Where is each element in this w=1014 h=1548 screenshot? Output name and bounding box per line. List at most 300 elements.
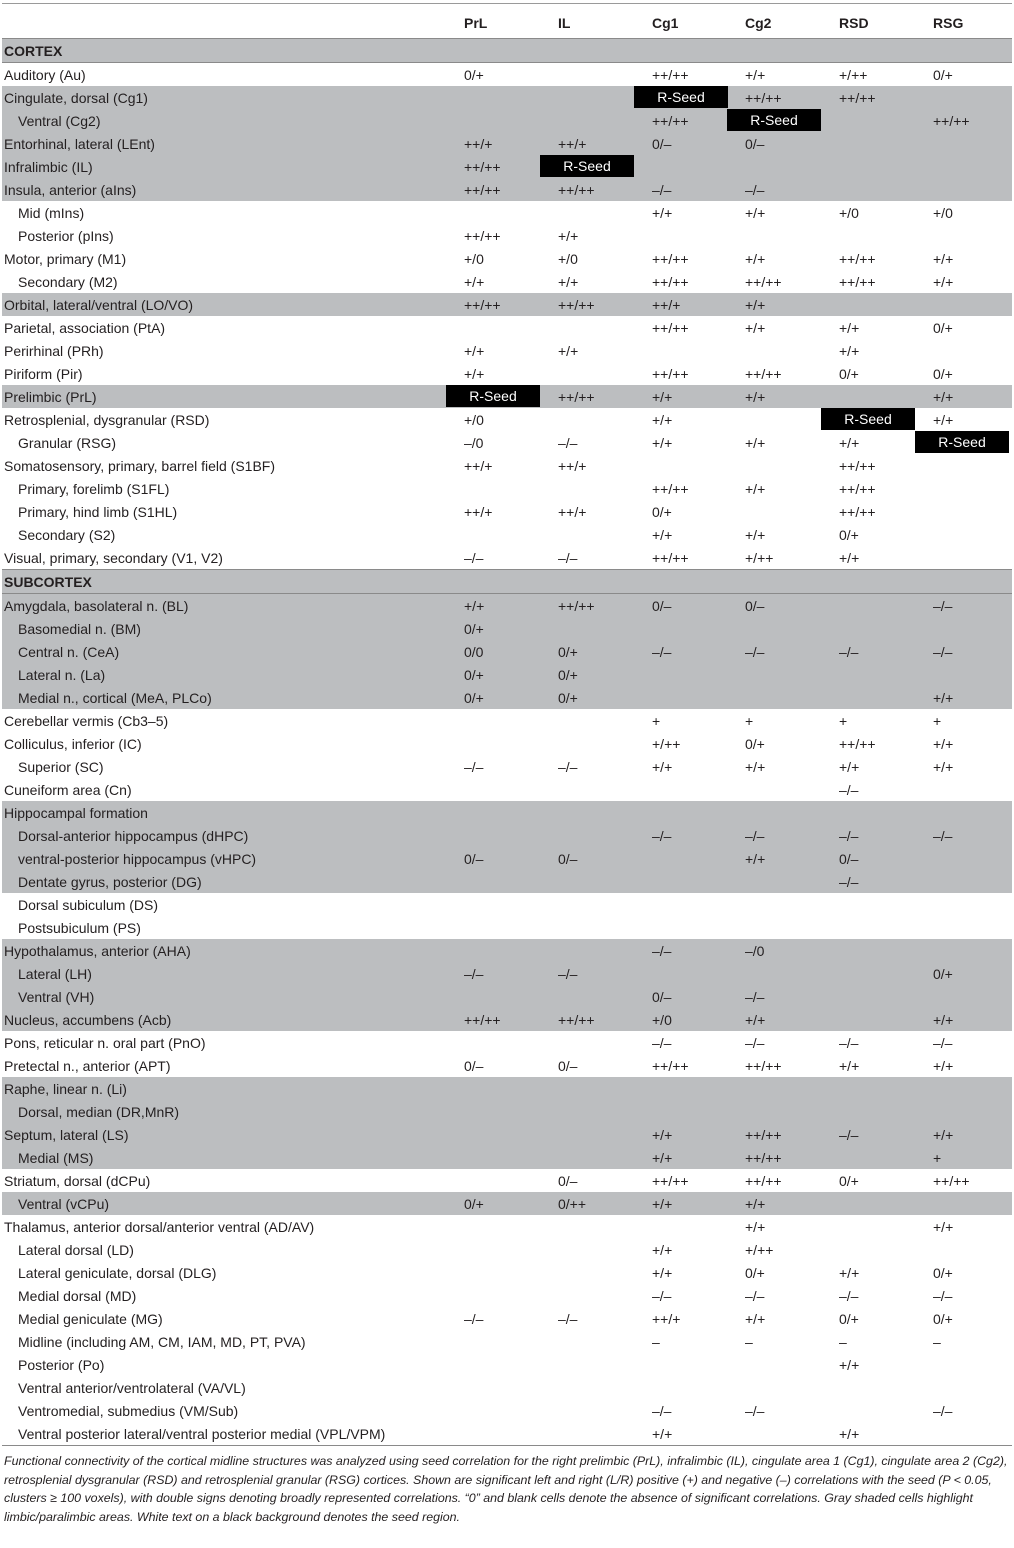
header-rsg: RSG [933,15,964,31]
correlation-cell: +/+ [839,1058,860,1074]
region-label: Ventral (vCPu) [18,1196,110,1212]
correlation-cell: +/+ [652,1150,673,1166]
correlation-cell: –/– [464,1311,484,1327]
table-row [2,477,1012,500]
region-label: Visual, primary, secondary (V1, V2) [4,550,223,566]
correlation-cell: +/0 [839,205,859,221]
region-label: Ventral (Cg2) [18,113,101,129]
table-row [2,201,1012,224]
correlation-table [2,0,1012,1526]
correlation-cell: +/+ [933,274,954,290]
table-row [2,408,1012,431]
table-row [2,178,1012,201]
correlation-cell: 0/– [652,598,672,614]
correlation-cell: ++/++ [839,736,876,752]
region-label: Colliculus, inferior (IC) [4,736,142,752]
table-row [2,1261,1012,1284]
table-row [2,617,1012,640]
correlation-cell: +/0 [464,412,484,428]
correlation-cell: ++/++ [652,481,689,497]
correlation-cell: ++/+ [652,297,681,313]
correlation-cell: –/– [652,182,672,198]
correlation-cell: 0/– [558,1173,578,1189]
table-row [2,732,1012,755]
table-row [2,1100,1012,1123]
region-label: Secondary (M2) [18,274,118,290]
correlation-cell: +/+ [745,389,766,405]
table-row [2,1031,1012,1054]
table-row [2,1215,1012,1238]
correlation-cell: ++/++ [933,1173,970,1189]
correlation-cell: –/– [652,1288,672,1304]
correlation-cell: –/– [933,1035,953,1051]
correlation-cell: 0/+ [933,1265,953,1281]
table-row [2,1077,1012,1100]
table-row [2,1123,1012,1146]
correlation-cell: +/+ [745,759,766,775]
region-label: Septum, lateral (LS) [4,1127,129,1143]
correlation-cell: 0/+ [464,690,484,706]
correlation-cell: +/+ [745,481,766,497]
region-label: ventral-posterior hippocampus (vHPC) [18,851,257,867]
correlation-cell: ++/++ [839,504,876,520]
header-rsd: RSD [839,15,869,31]
correlation-cell: +/+ [652,205,673,221]
table-row [2,500,1012,523]
correlation-cell: ++/++ [745,1173,782,1189]
region-label: Medial dorsal (MD) [18,1288,137,1304]
correlation-cell: 0/– [558,851,578,867]
region-label: Medial n., cortical (MeA, PLCo) [18,690,212,706]
seed-cell: R-Seed [540,155,634,177]
table-row [2,663,1012,686]
correlation-cell: –/– [558,966,578,982]
correlation-cell: ++/++ [558,297,595,313]
correlation-cell: ++/++ [652,366,689,382]
region-label: Lateral (LH) [18,966,92,982]
table-row [2,316,1012,339]
correlation-cell: ++/++ [464,1012,501,1028]
correlation-cell: 0/+ [839,366,859,382]
correlation-cell: –/– [652,1403,672,1419]
section-heading [2,39,1012,63]
correlation-cell: ++/++ [652,550,689,566]
correlation-cell: +/++ [652,736,681,752]
correlation-cell: –/– [745,182,765,198]
region-label: Ventromedial, submedius (VM/Sub) [18,1403,239,1419]
correlation-cell: +/+ [745,435,766,451]
correlation-cell: +/++ [745,1242,774,1258]
correlation-cell: +/+ [745,297,766,313]
correlation-cell: +/+ [745,67,766,83]
correlation-cell: –/– [558,550,578,566]
region-label: Posterior (Po) [18,1357,105,1373]
table-row [2,824,1012,847]
correlation-cell: 0/+ [933,1311,953,1327]
correlation-cell: ++/+ [464,136,493,152]
correlation-cell: ++/++ [839,458,876,474]
table-row [2,893,1012,916]
correlation-cell: +/+ [839,759,860,775]
region-label: Postsubiculum (PS) [18,920,141,936]
correlation-cell: +/+ [745,320,766,336]
region-label: Dorsal, median (DR,MnR) [18,1104,180,1120]
region-label: Pons, reticular n. oral part (PnO) [4,1035,206,1051]
region-label: Dentate gyrus, posterior (DG) [18,874,202,890]
correlation-cell: ++/+ [464,458,493,474]
correlation-cell: +/+ [745,1196,766,1212]
table-row [2,385,1012,408]
correlation-cell: –/– [558,1311,578,1327]
correlation-cell: –/– [839,828,859,844]
correlation-cell: ++/++ [745,90,782,106]
table-row [2,270,1012,293]
correlation-cell: ++/++ [839,90,876,106]
region-label: Piriform (Pir) [4,366,83,382]
correlation-cell: ++/++ [558,182,595,198]
table-row [2,916,1012,939]
correlation-cell: +/+ [652,1127,673,1143]
region-label: Nucleus, accumbens (Acb) [4,1012,172,1028]
table-row [2,1054,1012,1077]
correlation-cell: +/+ [933,736,954,752]
correlation-cell: +/+ [464,366,485,382]
correlation-cell: 0/– [745,598,765,614]
correlation-cell: +/+ [558,228,579,244]
correlation-cell: +/+ [933,759,954,775]
region-label: Ventral posterior lateral/ventral posterior medial (VPL/VPM) [18,1426,386,1442]
correlation-cell: –/– [652,943,672,959]
correlation-cell: +/+ [839,1357,860,1373]
correlation-cell: 0/0 [464,644,484,660]
header-prl: PrL [464,15,488,31]
table-row [2,594,1012,617]
region-label: Lateral geniculate, dorsal (DLG) [18,1265,217,1281]
region-label: Lateral n. (La) [18,667,106,683]
correlation-cell: + [839,713,848,729]
correlation-cell: –/– [839,1035,859,1051]
section-heading [2,569,1012,594]
correlation-cell: 0/+ [933,366,953,382]
correlation-cell: –/0 [745,943,765,959]
correlation-cell: +/+ [933,1058,954,1074]
correlation-cell: +/+ [558,274,579,290]
correlation-cell: 0/+ [933,320,953,336]
correlation-cell: ++/++ [652,67,689,83]
correlation-cell: –/0 [464,435,484,451]
correlation-cell: + [652,713,661,729]
correlation-cell: +/+ [933,1219,954,1235]
table-row [2,86,1012,109]
correlation-cell: +/+ [933,690,954,706]
correlation-cell: ++/++ [558,1012,595,1028]
region-label: Perirhinal (PRh) [4,343,104,359]
correlation-cell: 0/– [745,136,765,152]
table-body [2,39,1012,1445]
correlation-cell: +/0 [464,251,484,267]
region-label: Hypothalamus, anterior (AHA) [4,943,191,959]
correlation-cell: +/0 [652,1012,672,1028]
table-row [2,224,1012,247]
table-row [2,431,1012,454]
correlation-cell: 0/– [652,136,672,152]
correlation-cell: +/++ [839,67,868,83]
region-label: Ventral anterior/ventrolateral (VA/VL) [18,1380,246,1396]
region-label: Central n. (CeA) [18,644,120,660]
correlation-cell: +/+ [933,389,954,405]
correlation-cell: – [839,1334,847,1350]
correlation-cell: –/– [652,828,672,844]
table-row [2,155,1012,178]
correlation-cell: +/+ [933,251,954,267]
region-label: Pretectal n., anterior (APT) [4,1058,171,1074]
correlation-cell: –/– [745,828,765,844]
correlation-cell: – [652,1334,660,1350]
region-label: Posterior (pIns) [18,228,114,244]
header-cg1: Cg1 [652,15,679,31]
table-row [2,1376,1012,1399]
correlation-cell: ++/+ [464,504,493,520]
table-row [2,801,1012,824]
correlation-cell: 0/+ [839,1173,859,1189]
correlation-cell: 0/– [558,1058,578,1074]
table-row [2,1008,1012,1031]
correlation-cell: +/+ [464,274,485,290]
region-label: Hippocampal formation [4,805,148,821]
correlation-cell: ++/++ [745,366,782,382]
correlation-cell: ++/++ [745,1127,782,1143]
region-label: Dorsal-anterior hippocampus (dHPC) [18,828,249,844]
correlation-cell: ++/+ [558,504,587,520]
correlation-cell: –/– [558,759,578,775]
correlation-cell: –/– [839,1288,859,1304]
correlation-cell: ++/++ [464,297,501,313]
seed-cell: R-Seed [727,109,821,131]
correlation-cell: ++/++ [745,1150,782,1166]
correlation-cell: 0/+ [558,667,578,683]
table-row [2,1353,1012,1376]
correlation-cell: –/– [933,1403,953,1419]
correlation-cell: +/+ [839,435,860,451]
correlation-cell: ++/++ [652,251,689,267]
correlation-cell: 0/+ [745,736,765,752]
correlation-cell: –/– [652,644,672,660]
correlation-cell: ++/++ [464,159,501,175]
region-label: Motor, primary (M1) [4,251,127,267]
correlation-cell: +/+ [464,343,485,359]
table-row [2,362,1012,385]
correlation-cell: +/+ [745,1219,766,1235]
seed-cell: R-Seed [634,86,728,108]
correlation-cell: +/+ [652,1242,673,1258]
correlation-cell: +/+ [745,851,766,867]
correlation-cell: +/+ [839,343,860,359]
region-label: Orbital, lateral/ventral (LO/VO) [4,297,194,313]
correlation-cell: 0/+ [745,1265,765,1281]
table-row [2,686,1012,709]
table-row [2,1330,1012,1353]
correlation-cell: + [745,713,754,729]
correlation-cell: ++/++ [839,274,876,290]
region-label: Primary, forelimb (S1FL) [18,481,170,497]
region-label: Lateral dorsal (LD) [18,1242,134,1258]
table-row [2,985,1012,1008]
correlation-cell: 0/– [464,1058,484,1074]
correlation-cell: 0/+ [464,621,484,637]
correlation-cell: ++/++ [839,251,876,267]
correlation-cell: –/– [933,1288,953,1304]
correlation-cell: – [933,1334,941,1350]
correlation-cell: ++/++ [933,113,970,129]
correlation-cell: ++/++ [464,182,501,198]
table-row [2,109,1012,132]
region-label: Insula, anterior (aIns) [4,182,137,198]
table-row [2,962,1012,985]
correlation-cell: +/+ [558,343,579,359]
section-label: SUBCORTEX [4,574,92,590]
correlation-cell: +/+ [745,251,766,267]
correlation-cell: 0/+ [464,67,484,83]
correlation-cell: +/+ [652,435,673,451]
correlation-cell: 0/+ [558,644,578,660]
correlation-cell: +/+ [652,1196,673,1212]
region-label: Infralimbic (IL) [4,159,93,175]
table-row [2,778,1012,801]
region-label: Cerebellar vermis (Cb3–5) [4,713,169,729]
correlation-cell: –/– [839,782,859,798]
correlation-cell: –/– [839,644,859,660]
correlation-cell: +/+ [652,527,673,543]
seed-cell: R-Seed [446,385,540,407]
correlation-cell: +/+ [745,1311,766,1327]
table-row [2,640,1012,663]
correlation-cell: –/– [464,966,484,982]
correlation-cell: +/+ [745,1012,766,1028]
correlation-cell: –/– [745,1035,765,1051]
table-header [2,4,1012,39]
correlation-cell: –/– [839,1127,859,1143]
correlation-cell: –/– [933,828,953,844]
correlation-cell: ++/+ [558,136,587,152]
table-row [2,523,1012,546]
table-row [2,546,1012,569]
table-row [2,755,1012,778]
region-label: Midline (including AM, CM, IAM, MD, PT, PVA) [18,1334,306,1350]
correlation-cell: +/+ [839,1426,860,1442]
region-label: Prelimbic (PrL) [4,389,97,405]
correlation-cell: +/+ [652,412,673,428]
region-label: Thalamus, anterior dorsal/anterior ventral (AD/AV) [4,1219,315,1235]
correlation-cell: – [745,1334,753,1350]
correlation-cell: –/– [933,644,953,660]
region-label: Basomedial n. (BM) [18,621,141,637]
table-row [2,63,1012,86]
correlation-cell: 0/+ [839,1311,859,1327]
correlation-cell: ++/++ [558,598,595,614]
correlation-cell: +/+ [464,598,485,614]
table-row [2,339,1012,362]
table-row [2,247,1012,270]
region-label: Secondary (S2) [18,527,116,543]
region-label: Amygdala, basolateral n. (BL) [4,598,189,614]
region-label: Granular (RSG) [18,435,117,451]
correlation-cell: –/– [464,550,484,566]
region-label: Auditory (Au) [4,67,86,83]
table-row [2,709,1012,732]
correlation-cell: 0/– [464,851,484,867]
table-row [2,1422,1012,1445]
correlation-cell: 0/+ [558,690,578,706]
correlation-cell: +/+ [745,205,766,221]
region-label: Retrosplenial, dysgranular (RSD) [4,412,210,428]
region-label: Somatosensory, primary, barrel field (S1BF) [4,458,276,474]
table-row [2,1169,1012,1192]
correlation-cell: 0/+ [464,1196,484,1212]
correlation-cell: ++/++ [652,1173,689,1189]
region-label: Medial (MS) [18,1150,94,1166]
region-label: Entorhinal, lateral (LEnt) [4,136,155,152]
correlation-cell: 0/+ [839,527,859,543]
correlation-cell: 0/– [652,989,672,1005]
table-footnote: Functional connectivity of the cortical midline structures was analyzed using seed correlation for the right prelimbic (PrL), infralimbic (IL), cingulate area 1 (Cg1), cingulate area 2 (Cg2), retrosplenial dysgranular (RSD) and retrosplenial granular (RSG) cortices. Shown are significant left and right (L/R) positive (+) and negative (–) correlations with the seed (P < 0.05, clusters ≥ 100 voxels), with double signs denoting broadly represented correlations. “0” and blank cells denote the absence of significant correlations. Gray shaded cells highlight limbic/paralimbic areas. White text on a black background denotes the seed region. [4,1454,1008,1524]
correlation-cell: ++/++ [652,320,689,336]
region-label: Striatum, dorsal (dCPu) [4,1173,151,1189]
seed-cell: R-Seed [915,431,1009,453]
correlation-cell: + [933,713,942,729]
correlation-cell: ++/++ [558,389,595,405]
correlation-cell: ++/++ [652,1058,689,1074]
table-row [2,939,1012,962]
correlation-cell: –/– [745,1288,765,1304]
correlation-cell: +/0 [558,251,578,267]
table-row [2,1399,1012,1422]
correlation-cell: ++/++ [745,274,782,290]
table-row [2,1284,1012,1307]
correlation-cell: –/– [839,874,859,890]
correlation-cell: + [933,1150,942,1166]
table-row [2,1146,1012,1169]
correlation-cell: ++/++ [652,113,689,129]
correlation-cell: +/+ [745,527,766,543]
table-row [2,1307,1012,1330]
table-row [2,870,1012,893]
correlation-cell: ++/+ [558,458,587,474]
correlation-cell: +/+ [839,1265,860,1281]
correlation-cell: –/– [464,759,484,775]
correlation-cell: ++/++ [839,481,876,497]
correlation-cell: 0/+ [652,504,672,520]
correlation-cell: 0/++ [558,1196,587,1212]
region-label: Cuneiform area (Cn) [4,782,132,798]
correlation-cell: –/– [745,644,765,660]
correlation-cell: +/+ [652,759,673,775]
correlation-cell: ++/++ [745,1058,782,1074]
region-label: Medial geniculate (MG) [18,1311,163,1327]
region-label: Raphe, linear n. (Li) [4,1081,127,1097]
header-il: IL [558,15,571,31]
correlation-cell: –/– [745,989,765,1005]
table-row [2,454,1012,477]
correlation-cell: +/+ [839,550,860,566]
correlation-cell: ++/++ [652,274,689,290]
correlation-cell: +/+ [652,1265,673,1281]
correlation-cell: 0/+ [464,667,484,683]
correlation-cell: +/+ [933,412,954,428]
region-label: Dorsal subiculum (DS) [18,897,159,913]
region-label: Cingulate, dorsal (Cg1) [4,90,148,106]
table-row [2,847,1012,870]
region-label: Parietal, association (PtA) [4,320,166,336]
